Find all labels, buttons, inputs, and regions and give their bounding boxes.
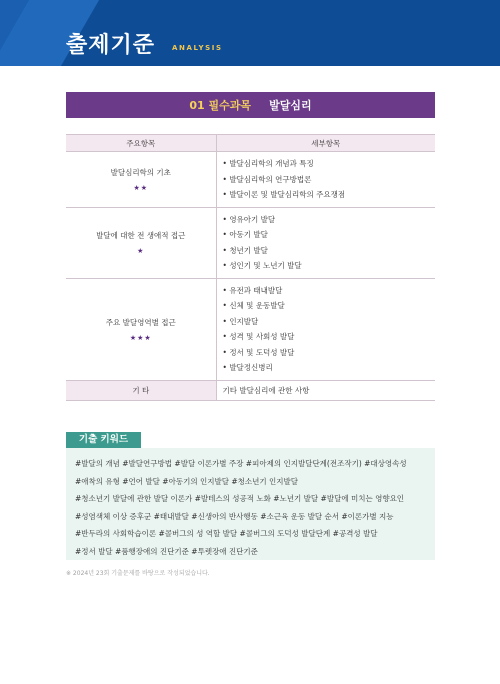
importance-stars: ★★: [133, 183, 149, 192]
keyword-line: #성염색체 이상 증후군 #태내발달 #신생아의 반사행동 #소근육 운동 발달 순서 #이론가별 지능: [75, 511, 394, 521]
page-subtitle: ANALYSIS: [172, 44, 223, 52]
keywords-box: [66, 448, 435, 560]
header-main-item: 주요항목: [66, 135, 216, 152]
list-item: • 청년기 발달: [223, 243, 436, 259]
keyword-line: #청소년기 발달에 관한 발달 이론가 #발테스의 성공적 노화 #노년기 발달 #발달에 미치는 영향요인: [75, 494, 405, 503]
table-header-row: [66, 135, 435, 152]
main-item-label: 발달에 대한 전 생애적 접근: [96, 231, 186, 240]
subject-banner: [66, 92, 435, 118]
list-item: • 발달정신병리: [223, 360, 436, 376]
keyword-line: #발달의 개념 #발달연구방법 #발달 이론가별 주장 #피아제의 인지발달단계(전조작기) #대상영속성: [75, 459, 407, 468]
keyword-line: #정서 발달 #품행장애의 진단기준 #투렛장애 진단기준: [75, 546, 258, 556]
table-row: [66, 152, 435, 208]
list-item: • 영유아기 발달: [223, 212, 436, 228]
table-row: [66, 207, 435, 278]
main-item-label: 발달심리학의 기초: [110, 167, 171, 177]
criteria-table: [66, 134, 435, 401]
list-item: • 발달이론 및 발달심리학의 주요쟁점: [223, 187, 436, 203]
list-item: • 신체 및 운동발달: [223, 298, 436, 314]
keyword-line: #애착의 유형 #언어 발달 #아동기의 인지발달 #청소년기 인지발달: [75, 476, 298, 486]
etc-main-label: 기 타: [66, 380, 216, 400]
list-item: • 성인기 및 노년기 발달: [223, 258, 436, 274]
subject-number: 01 필수과목: [189, 99, 252, 112]
main-item-label: 주요 발달영역별 접근: [105, 317, 176, 327]
keyword-line: #반두라의 사회학습이론 #콜버그의 성 역할 발달 #콜버그의 도덕성 발달단계 #공격성 발달: [75, 529, 378, 538]
list-item: • 발달심리학의 연구방법론: [223, 172, 436, 188]
table-row: [66, 278, 435, 380]
list-item: • 성격 및 사회성 발달: [223, 329, 436, 345]
header-detail-item: 세부항목: [216, 135, 435, 152]
importance-stars: ★★★: [129, 333, 152, 342]
list-item: • 정서 및 도덕성 발달: [223, 345, 436, 361]
page-title: 출제기준: [66, 33, 156, 58]
keywords-label: 기출 키워드: [66, 432, 141, 448]
list-item: • 유전과 태내발달: [223, 283, 436, 299]
list-item: • 아동기 발달: [223, 227, 436, 243]
detail-list: [223, 156, 436, 203]
detail-list: [223, 283, 436, 376]
etc-detail: 기타 발달심리에 관한 사항: [216, 380, 435, 400]
subject-title: 발달심리: [269, 99, 312, 112]
detail-list: [223, 212, 436, 274]
importance-stars: ★: [137, 247, 145, 255]
footnote: ※ 2024년 23회 기출문제를 바탕으로 작성되었습니다.: [66, 570, 210, 577]
table-row: [66, 380, 435, 400]
list-item: • 발달심리학의 개념과 특징: [223, 156, 436, 172]
list-item: • 인지발달: [223, 314, 436, 330]
page-header: [0, 0, 500, 66]
